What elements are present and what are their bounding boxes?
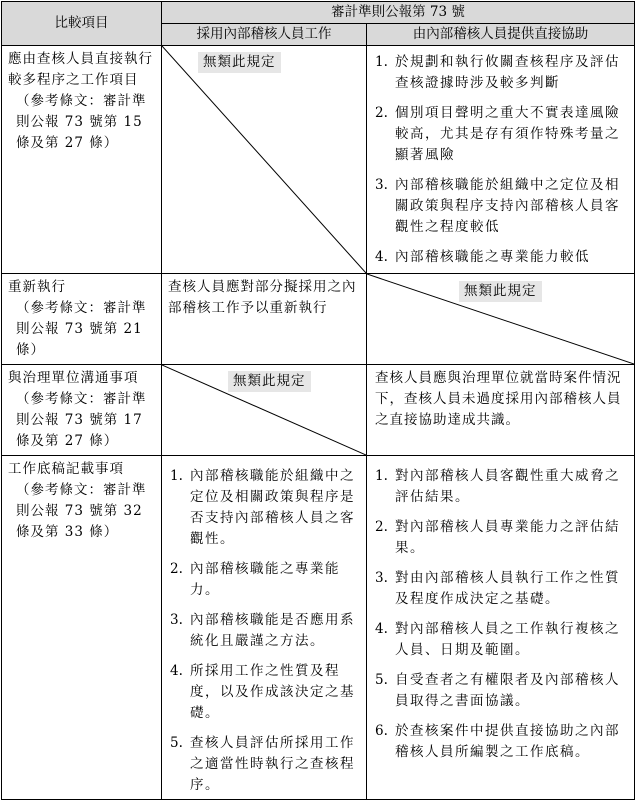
row-label-cell: [2, 46, 162, 274]
list-item: 3. 對由內部稽核人員執行工作之性質及程度作成決定之基礎。: [375, 570, 620, 607]
no-such-rule-label: 無類此規定: [198, 52, 281, 73]
list-item: 1. 對內部稽核人員客觀性重大威脅之評估結果。: [375, 468, 620, 505]
not-applicable-cell: [162, 365, 367, 456]
numbered-list: [375, 466, 628, 763]
direct-assistance-cell: [367, 46, 635, 274]
no-such-rule-label: 無類此規定: [459, 281, 542, 302]
list-item: 2. 對內部稽核人員專業能力之評估結果。: [375, 519, 620, 556]
header-using-internal-audit-work: 採用內部稽核人員工作: [162, 24, 367, 46]
row-item-title: 應由查核人員直接執行較多程序之工作項目: [8, 51, 153, 88]
list-item: 2. 內部稽核職能之專業能力。: [170, 561, 340, 598]
list-item: 5. 自受查者之有權限者及內部稽核人員取得之書面協議。: [375, 672, 620, 709]
table-row: [2, 456, 635, 800]
table-row: [2, 274, 635, 365]
list-item: 5. 查核人員評估所採用工作之適當性時執行之查核程序。: [170, 735, 355, 793]
list-item: 1. 內部稽核職能於組織中之定位及相關政策與程序是否支持內部稽核人員之客觀性。: [170, 468, 355, 547]
list-item: 3. 內部稽核職能於組織中之定位及相關政策與程序支持內部稽核人員客觀性之程度較低: [375, 177, 620, 235]
row-label-cell: [2, 365, 162, 456]
numbered-list: [170, 466, 360, 796]
comparison-table: [1, 1, 635, 800]
list-item: 1. 於規劃和執行攸關查核程序及評估查核證據時涉及較多判斷: [375, 54, 620, 91]
row-label-cell: [2, 274, 162, 365]
using-internal-audit-work-cell: [162, 456, 367, 800]
row-item-title: 工作底稿記載事項: [8, 461, 124, 477]
no-such-rule-label: 無類此規定: [228, 371, 311, 392]
row-item-title: 重新執行: [8, 279, 66, 295]
header-comparison-item: 比較項目: [2, 2, 162, 46]
direct-assistance-cell: 查核人員應與治理單位就當時案件情況下，查核人員未過度採用內部稽核人員之直接協助達成共識。: [367, 365, 635, 456]
numbered-list: [375, 52, 628, 268]
list-item: 4. 所採用工作之性質及程度，以及作成該決定之基礎。: [170, 663, 355, 721]
not-applicable-cell: [367, 274, 635, 365]
diagonal-line: [162, 46, 366, 273]
list-item: 2. 個別項目聲明之重大不實表達風險較高，尤其是存有須作特殊考量之顯著風險: [375, 105, 620, 163]
table-row: [2, 46, 635, 274]
direct-assistance-cell: [367, 456, 635, 800]
list-item: 4. 內部稽核職能之專業能力較低: [375, 249, 590, 265]
row-reference: （參考條文：審計準則公報 73 號第 21 條）: [16, 300, 147, 358]
table-row: [2, 365, 635, 456]
list-item: 6. 於查核案件中提供直接協助之內部稽核人員所編製之工作底稿。: [375, 723, 620, 760]
header-standard-73: 審計準則公報第 73 號: [162, 2, 635, 24]
not-applicable-cell: [162, 46, 367, 274]
header-direct-assistance: 由內部稽核人員提供直接協助: [367, 24, 635, 46]
row-reference: （參考條文：審計準則公報 73 號第 17 條及第 27 條）: [16, 391, 147, 449]
using-internal-audit-work-cell: 查核人員應對部分擬採用之內部稽核工作予以重新執行: [162, 274, 367, 365]
row-label-cell: [2, 456, 162, 800]
row-reference: （參考條文：審計準則公報 73 號第 32 條及第 33 條）: [16, 482, 147, 540]
row-reference: （參考條文：審計準則公報 73 號第 15 條及第 27 條）: [16, 93, 147, 151]
list-item: 3. 內部稽核職能是否應用系統化且嚴謹之方法。: [170, 612, 355, 649]
row-item-title: 與治理單位溝通事項: [8, 370, 139, 386]
list-item: 4. 對內部稽核人員之工作執行複核之人員、日期及範圍。: [375, 621, 620, 658]
